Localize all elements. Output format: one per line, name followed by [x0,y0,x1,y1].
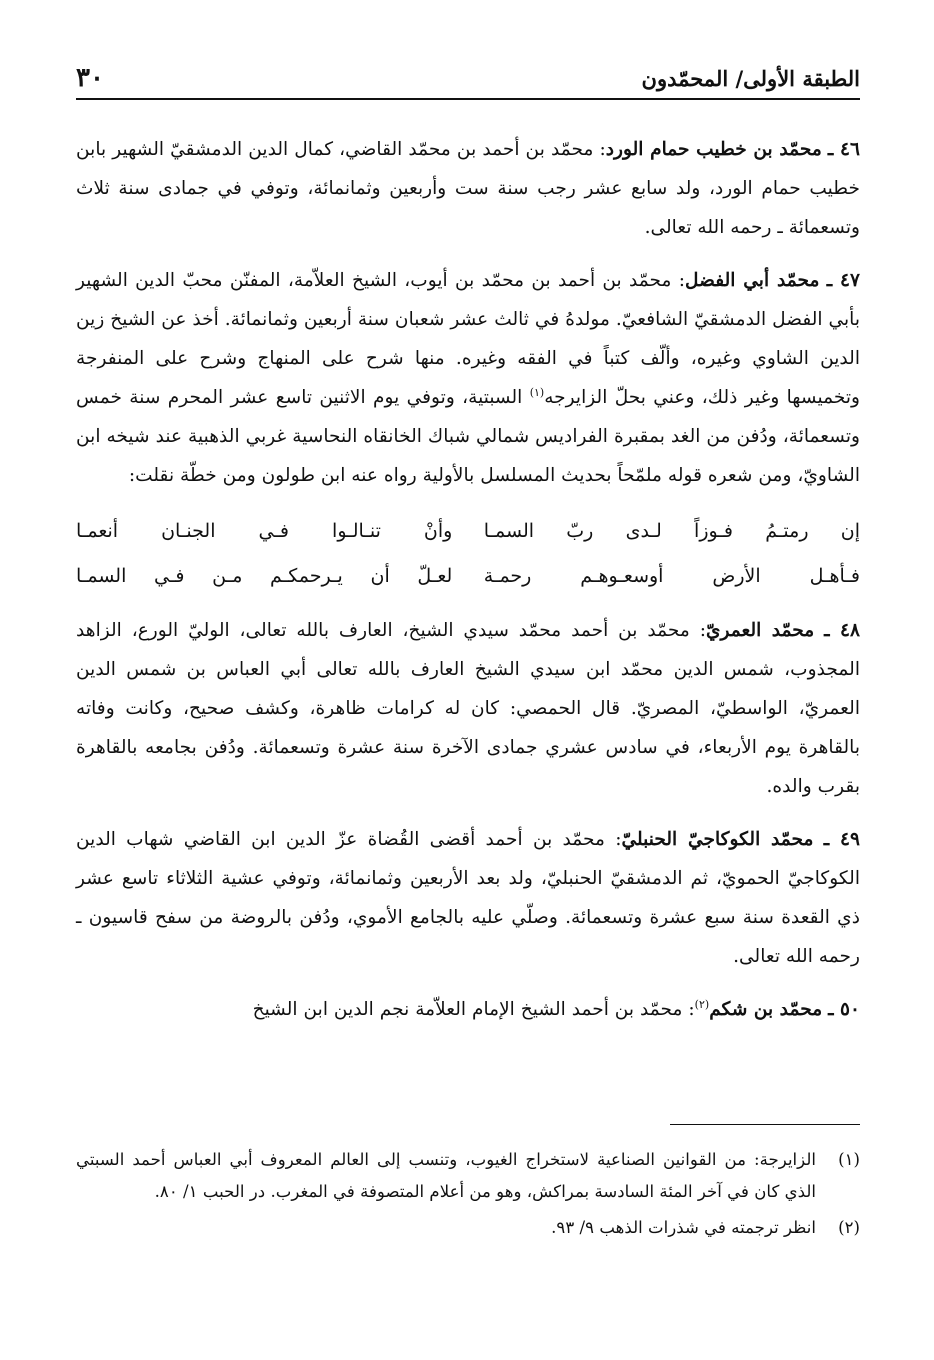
page-number: ٣٠ [76,63,104,93]
entry-name: محمّد بن خطيب حمام الورد [605,139,822,160]
entry-text: : محمّد بن أحمد محمّد سيدي الشيخ، العارف بالله تعالى، الوليّ الورع، الزاهد المجذوب، شمس الدين محمّد ابن سيدي الشيخ العارف بالله تعالى أبي العباس بن شمس الدين العمريّ، الواسطيّ، المصريّ. قال الحمصي: كان له كرامات ظاهرة، وكشف صحيح، وكانت وفاته بالقاهرة يوم الأربعاء، في سادس عشري جمادى الآخرة سنة عشرة وتسعمائة. ودُفن بجامعه بالقاهرة بقرب والده. [76,620,860,797]
footnotes [76,1144,860,1248]
entry-50 [76,990,860,1029]
entry-number: ٤٧ ـ [826,270,861,291]
entry-name: محمّد بن شكم [709,999,823,1020]
footnote [76,1144,860,1208]
hemistich-second: وأنْ تنـالـوا فـي الجنـان أنعمـا [76,520,453,542]
entry-text: : محمّد بن أحمد بن محمّد بن أيوب، الشيخ العلاّمة، المفنّن محبّ الدين الشهير بأبي الفضل الدمشقيّ الشافعيّ. مولدهُ في ثالث عشر شعبان سنة أربعين وثمانمائة. أخذ عن الشيخ زين الدين الشاوي وغيره، وألّف كتباً في الفقه وغيره. منها شرح على المنهاج وشرح على المنفرجة وتخميسها وغير ذلك، وعني بحلّ الزايرجه [76,270,860,408]
hemistich-first: إن رمتـمُ فـوزاً لـدى ربّ السمـا [483,520,860,542]
entry-47 [76,261,860,495]
entry-text: : محمّد بن أحمد الشيخ الإمام العلاّمة نجم الدين ابن الشيخ [252,999,695,1020]
poem-verse [76,509,860,554]
footnote-mark: (١) [838,1150,860,1169]
page-body [76,130,860,1043]
poem-verse [76,554,860,599]
hemistich-second: لعـلّ أن يـرحمكـم مـن فـي السمـا [76,565,453,587]
running-title: الطبقة الأولى/ المحمّدون [641,65,860,91]
entry-number: ٥٠ ـ [828,999,860,1020]
entry-48 [76,611,860,806]
footnote [76,1212,860,1244]
entry-name: محمّد أبي الفضل [685,270,820,291]
entry-name: محمّد العمريّ [705,620,815,641]
entry-49 [76,820,860,976]
footnote-ref: (٢) [694,997,710,1011]
entry-text: : محمّد بن أحمد أقضى القُضاة عزّ الدين ابن القاضي شهاب الدين الكوكاجيّ الحمويّ، ثم الدمشقيّ الحنبليّ، ولد بعد الأربعين وثمانمائة، وتوفي عشية الثلاثاء تاسع عشر ذي القعدة سنة سبع عشرة وتسعمائة. وصلّي عليه بالجامع الأموي، ودُفن بالروضة من سفح قاسيون ـ رحمه الله تعالى. [76,829,860,967]
poem [76,509,860,599]
entry-text: : محمّد بن أحمد بن محمّد القاضي، كمال الدين الدمشقيّ الشهير بابن خطيب حمام الورد، ولد سابع عشر رجب سنة ست وأربعين وثمانمائة، وتوفي في جمادى سنة ثلاث وتسعمائة ـ رحمه الله تعالى. [76,139,860,238]
entry-text-continued: السبتية، وتوفي يوم الاثنين تاسع عشر المحرم سنة خمس وتسعمائة، ودُفن من الغد بمقبرة الفراديس شمالي شباك الخانقاه النحاسية غربي الذهبية عند شيخه ابن الشاويّ، ومن شعره قوله ملمّحاً بحديث المسلسل بالأولية رواه عنه ابن طولون ومن خطّة نقلت: [76,387,860,486]
hemistich-first: فـأهـل الأرض أوسعـوهـم رحمـة [483,565,860,587]
footnote-ref: (١) [529,385,545,399]
entry-46 [76,130,860,247]
entry-number: ٤٨ ـ [824,620,860,641]
footnote-text: الزايرجة: من القوانين الصناعية لاستخراج الغيوب، وتنسب إلى العالم المعروف أبي العباس أحمد السبتي الذي كان في آخر المئة السادسة بمراكش، وهو من أعلام المتصوفة في المغرب. در الحبب ١/ ٨٠. [76,1150,816,1201]
footnote-mark: (٢) [838,1218,860,1237]
entry-number: ٤٦ ـ [827,139,860,160]
footnote-divider [670,1124,860,1125]
entry-name: محمّد الكوكاجيّ الحنبليّ [621,829,814,850]
entry-number: ٤٩ ـ [823,829,860,850]
footnote-text: انظر ترجمته في شذرات الذهب ٩/ ٩٣. [551,1218,816,1237]
page-header [76,58,860,100]
